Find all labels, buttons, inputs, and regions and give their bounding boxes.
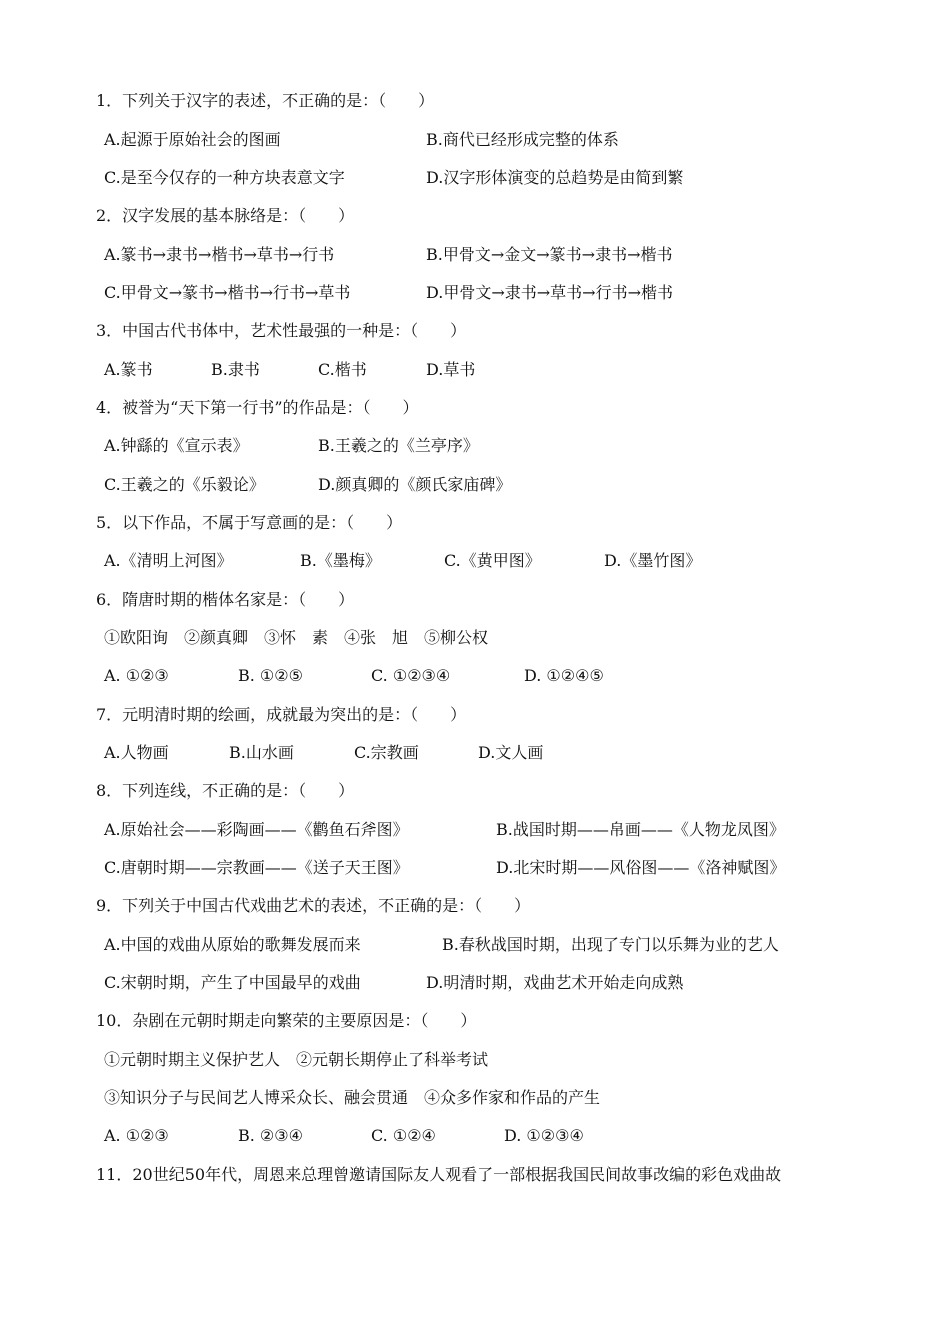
question-5-stem: 5．以下作品，不属于写意画的是：（ ） xyxy=(96,513,403,532)
question-6-stem: 6．隋唐时期的楷体名家是：（ ） xyxy=(96,590,355,609)
question-2-stem: 2．汉字发展的基本脉络是：（ ） xyxy=(96,206,355,225)
question-3-stem: 3．中国古代书体中，艺术性最强的一种是：（ ） xyxy=(96,321,467,340)
option-b: B.战国时期——帛画——《人物龙凤图》 xyxy=(496,820,785,839)
option-d: D.明清时期，戏曲艺术开始走向成熟 xyxy=(426,973,684,992)
option-b: B.《墨梅》 xyxy=(300,551,381,570)
option-d: D.颜真卿的《颜氏家庙碑》 xyxy=(318,475,512,494)
option-a: A.原始社会——彩陶画——《鹳鱼石斧图》 xyxy=(104,820,409,839)
option-b: B.商代已经形成完整的体系 xyxy=(426,130,619,149)
option-a: A.钟繇的《宣示表》 xyxy=(104,436,249,455)
option-d: D.《墨竹图》 xyxy=(604,551,702,570)
option-a: A.起源于原始社会的图画 xyxy=(104,130,281,149)
option-c: C.王羲之的《乐毅论》 xyxy=(104,475,265,494)
question-10-items: ③知识分子与民间艺人博采众长、融会贯通 ④众多作家和作品的产生 xyxy=(104,1088,601,1107)
option-b: B. ①②⑤ xyxy=(238,666,303,685)
option-b: B.山水画 xyxy=(229,743,294,762)
option-c: C. ①②④ xyxy=(371,1126,436,1145)
option-a: A. ①②③ xyxy=(104,666,169,685)
option-d: D. ①②④⑤ xyxy=(524,666,604,685)
option-a: A.篆书→隶书→楷书→草书→行书 xyxy=(104,245,335,264)
option-a: A.篆书 xyxy=(104,360,153,379)
option-b: B.王羲之的《兰亭序》 xyxy=(318,436,479,455)
question-4-stem: 4．被誉为“天下第一行书”的作品是：（ ） xyxy=(96,398,419,417)
option-b: B.春秋战国时期，出现了专门以乐舞为业的艺人 xyxy=(442,935,779,954)
option-d: D.文人画 xyxy=(478,743,544,762)
option-c: C. ①②③④ xyxy=(371,666,451,685)
question-6-items: ①欧阳询 ②颜真卿 ③怀 素 ④张 旭 ⑤柳公权 xyxy=(104,628,489,647)
option-a: A. ①②③ xyxy=(104,1126,169,1145)
question-1-stem: 1．下列关于汉字的表述，不正确的是：（ ） xyxy=(96,91,435,110)
option-a: A.《清明上河图》 xyxy=(104,551,233,570)
option-c: C.宗教画 xyxy=(354,743,419,762)
option-b: B.隶书 xyxy=(211,360,260,379)
option-c: C.甲骨文→篆书→楷书→行书→草书 xyxy=(104,283,351,302)
question-8-stem: 8．下列连线，不正确的是：（ ） xyxy=(96,781,355,800)
option-d: D.汉字形体演变的总趋势是由简到繁 xyxy=(426,168,684,187)
option-a: A.中国的戏曲从原始的歌舞发展而来 xyxy=(104,935,361,954)
option-c: C.《黄甲图》 xyxy=(444,551,541,570)
option-d: D.甲骨文→隶书→草书→行书→楷书 xyxy=(426,283,673,302)
option-c: C.唐朝时期——宗教画——《送子天王图》 xyxy=(104,858,409,877)
option-c: C.是至今仅存的一种方块表意文字 xyxy=(104,168,345,187)
option-c: C.楷书 xyxy=(318,360,367,379)
question-10-stem: 10．杂剧在元朝时期走向繁荣的主要原因是：（ ） xyxy=(96,1011,477,1030)
option-b: B. ②③④ xyxy=(238,1126,303,1145)
question-7-stem: 7．元明清时期的绘画，成就最为突出的是：（ ） xyxy=(96,705,467,724)
option-d: D.北宋时期——风俗图——《洛神赋图》 xyxy=(496,858,786,877)
question-10-items: ①元朝时期主义保护艺人 ②元朝长期停止了科举考试 xyxy=(104,1050,489,1069)
option-d: D.草书 xyxy=(426,360,476,379)
option-a: A.人物画 xyxy=(104,743,169,762)
option-d: D. ①②③④ xyxy=(504,1126,584,1145)
question-9-stem: 9．下列关于中国古代戏曲艺术的表述，不正确的是：（ ） xyxy=(96,896,531,915)
question-11-stem: 11．20世纪50年代，周恩来总理曾邀请国际友人观看了一部根据我国民间故事改编的彩色戏曲故 xyxy=(96,1165,782,1184)
option-b: B.甲骨文→金文→篆书→隶书→楷书 xyxy=(426,245,673,264)
option-c: C.宋朝时期，产生了中国最早的戏曲 xyxy=(104,973,361,992)
